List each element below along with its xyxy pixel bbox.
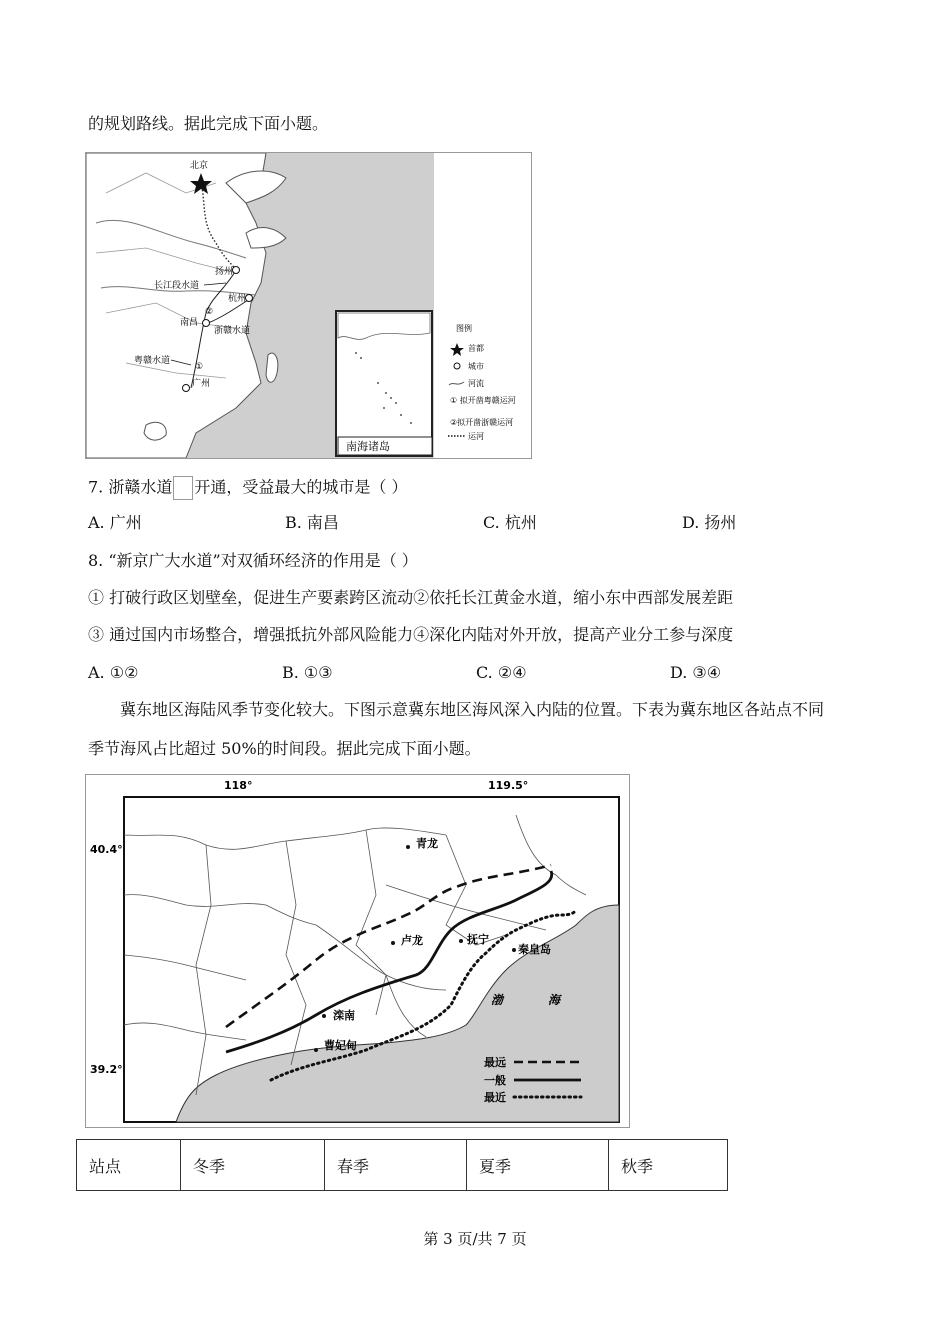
map1-nanchang: 南昌 [180, 318, 199, 328]
map1-hangzhou: 杭州 [228, 294, 247, 304]
intro-text: 的规划路线。据此完成下面小题。 [88, 114, 329, 133]
q7-option-c[interactable]: C. 杭州 [483, 513, 537, 532]
map2-hai: 海 [548, 993, 561, 1007]
q8-option-c[interactable]: C. ②④ [476, 663, 527, 682]
table-header-cell: 站点 [77, 1140, 181, 1191]
map2-lon-118: 118° [224, 779, 253, 792]
q7-option-a[interactable]: A. 广州 [88, 513, 142, 532]
blank-box [173, 476, 193, 500]
q8-statement-line-1: ① 打破行政区划壁垒，促进生产要素跨区流动②依托长江黄金水道，缩小东中西部发展差距 [88, 588, 734, 607]
map1-guangzhou: 广州 [192, 379, 211, 389]
q7-option-d[interactable]: D. 扬州 [682, 513, 737, 532]
map2-lulong: 卢龙 [401, 934, 423, 947]
map1-legend-capital: 首都 [468, 344, 484, 353]
map1-beijing: 北京 [190, 161, 209, 171]
map2-caofeidian: 曹妃甸 [324, 1039, 357, 1052]
table-header-cell: 春季 [325, 1140, 467, 1191]
sea-breeze-map [85, 774, 630, 1128]
map1-legend-title: 图例 [456, 324, 472, 333]
map2-bo: 渤 [491, 993, 504, 1007]
map1-legend-2: ②拟开凿浙赣运河 [450, 418, 514, 427]
map1-mark-1: ① [195, 362, 204, 372]
map2-qinglong: 青龙 [416, 837, 438, 850]
map2-funing: 抚宁 [467, 933, 489, 946]
q8-option-a[interactable]: A. ①② [88, 663, 139, 682]
legend-city-circle-icon [454, 363, 460, 369]
q8-option-d[interactable]: D. ③④ [670, 663, 722, 682]
map1-changjiang-label: 长江段水道 [154, 281, 200, 291]
q8-statement-line-2: ③ 通过国内市场整合，增强抵抗外部风险能力④深化内陆对外开放，提高产业分工参与深度 [88, 625, 734, 644]
q7-stem-a: 7. 浙赣水道 [88, 477, 173, 497]
page-footer: 第 3 页/共 7 页 [423, 1230, 527, 1248]
map1-legend-river: 河流 [468, 379, 484, 388]
map2-lon-119-5: 119.5° [488, 779, 529, 792]
q8-stem: 8. “新京广大水道”对双循环经济的作用是（ ） [88, 551, 418, 570]
map1-legend-city: 城市 [468, 362, 484, 371]
map1-legend-canal: 运河 [468, 432, 484, 441]
passage-line-2: 季节海风占比超过 50%的时间段。据此完成下面小题。 [88, 739, 481, 758]
map2-legend-far: 最远 [484, 1056, 506, 1069]
table-header-cell: 冬季 [181, 1140, 325, 1191]
map2-luannan: 滦南 [333, 1009, 355, 1022]
table-header-row [77, 1140, 728, 1191]
map1-zhegan-label: 浙赣水道 [214, 326, 251, 336]
map2-qinhuangdao: 秦皇岛 [518, 943, 551, 956]
q7-stem [88, 476, 407, 500]
map1-mark-2: ② [205, 307, 214, 317]
q8-option-b[interactable]: B. ①③ [282, 663, 333, 682]
map1-yangzhou: 扬州 [215, 267, 234, 277]
map1-yuegan-label: 粤赣水道 [134, 356, 171, 366]
map2-legend-mid: 一般 [484, 1074, 506, 1087]
map2-lat-39-2: 39.2° [90, 1063, 123, 1076]
q7-option-b[interactable]: B. 南昌 [285, 513, 339, 532]
map1-legend-1: ① 拟开凿粤赣运河 [450, 396, 516, 405]
passage-line-1: 冀东地区海陆风季节变化较大。下图示意冀东地区海风深入内陆的位置。下表为冀东地区各站点不同 [120, 700, 825, 719]
map2-legend-near: 最近 [484, 1091, 506, 1104]
canal-route-map [85, 152, 532, 459]
q7-stem-b: 开通，受益最大的城市是（ ） [194, 477, 408, 497]
map1-inset-label: 南海诸岛 [346, 440, 390, 453]
table-header-cell: 秋季 [609, 1140, 728, 1191]
sea-breeze-table [76, 1139, 728, 1191]
map2-lat-40-4: 40.4° [90, 843, 123, 856]
table-header-cell: 夏季 [467, 1140, 609, 1191]
